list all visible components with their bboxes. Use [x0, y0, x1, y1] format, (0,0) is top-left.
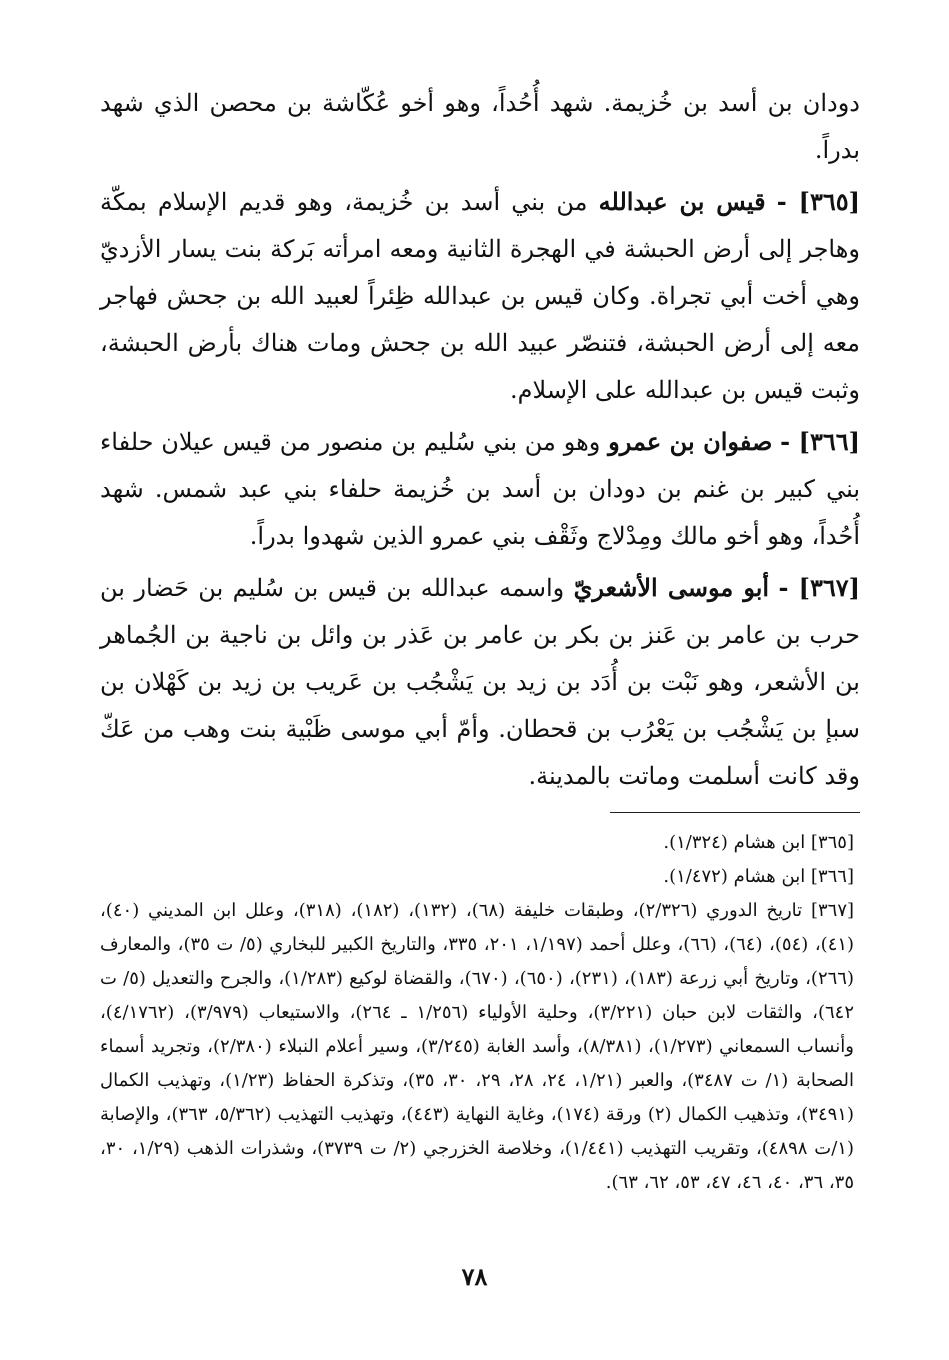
continuation-text: دودان بن أسد بن خُزيمة. شهد أُحُداً، وهو أخو عُكّاشة بن محصن الذي شهد بدراً. [100, 89, 860, 164]
entry-367 [100, 564, 860, 800]
entry-366 [100, 418, 860, 560]
page-number: ٧٨ [461, 1262, 488, 1291]
footnote-367: [٣٦٧] تاريخ الدوري (٢/٣٢٦)، وطبقات خليفة (٦٨)، (١٣٢)، (١٨٢)، (٣١٨)، وعلل ابن المديني (٤٠)، (٤١)، (٥٤)، (٦٤)، (٦٦)، وعلل أحمد (١/١٩٧، ٢٠١، ٣٣٥، والتاريخ الكبير للبخاري (٥/ ت ٣٥)، والمعارف (٢٦٦)، وتاريخ أبي زرعة (١٨٣)، (٢٣١)، (٦٥٠)، (٦٧٠)، والقضاة لوكيع (١/٢٨٣)، والجرح والتعديل (٥/ ت ٦٤٢)، والثقات لابن حبان (٣/٢٢١)، وحلية الأولياء (١/٢٥٦ ـ ٢٦٤)، والاستيعاب (٣/٩٧٩)، (٤/١٧٦٢)، وأنساب السمعاني (١/٢٧٣)، (٨/٣٨١)، وأسد الغابة (٣/٢٤٥)، وسير أعلام النبلاء (٢/٣٨٠)، وتجريد أسماء الصحابة (١/ ت ٣٤٨٧)، والعبر (١/٢١، ٢٤، ٢٨، ٢٩، ٣٠، ٣٥)، وتذكرة الحفاظ (١/٢٣)، وتهذيب الكمال (٣٤٩١)، وتذهيب الكمال (٢) ورقة (١٧٤)، وغاية النهاية (٤٤٣)، وتهذيب التهذيب (٥/٣٦٢، ٣٦٣)، والإصابة (١/ت ٤٨٩٨)، وتقريب التهذيب (١/٤٤١)، وخلاصة الخزرجي (٢/ ت ٣٧٣٩)، وشذرات الذهب (١/٢٩، ٣٠، ٣٥، ٣٦، ٤٠، ٤٦، ٤٧، ٥٣، ٦٢، ٦٣). [100, 900, 855, 1193]
entry-text: من بني أسد بن خُزيمة، وهو قديم الإسلام بمكّة وهاجر إلى أرض الحبشة في الهجرة الثانية ومعه امرأته بَركة بنت يسار الأزديّ وهي أخت أبي تجراة. وكان قيس بن عبدالله ظِئراً لعبيد الله بن جحش فهاجر معه إلى أرض الحبشة، فتنصّر عبيد الله بن جحش ومات هناك بأرض الحبشة، وثبت قيس بن عبدالله على الإسلام. [100, 188, 860, 404]
entry-number: [٣٦٦] - [780, 427, 861, 456]
entry-name: قيس بن عبدالله [598, 187, 766, 216]
footnote-divider [610, 812, 860, 813]
entry-number: [٣٦٥] - [776, 187, 860, 216]
footnote-365: [٣٦٥] ابن هشام (١/٣٢٤). [663, 832, 854, 853]
main-text [100, 80, 860, 800]
entry-name: صفوان بن عمرو [608, 427, 773, 456]
entry-text: واسمه عبدالله بن قيس بن سُليم بن حَضار بن حرب بن عامر بن عَنز بن بكر بن عامر بن عَذر بن وائل بن ناجية بن الجُماهر بن الأشعر، وهو نَبْت بن أُدَد بن زيد بن يَشْجُب بن عَريب بن زيد بن كَهْلان بن سبإ بن يَشْجُب بن يَعْرُب بن قحطان. وأمّ أبي موسى ظَبْية بنت وهب من عَكّ وقد كانت أسلمت وماتت بالمدينة. [100, 574, 860, 790]
entry-number: [٣٦٧] - [778, 573, 860, 602]
entry-365 [100, 178, 860, 414]
footnote-366: [٣٦٦] ابن هشام (١/٤٧٢). [663, 866, 854, 887]
paragraph-continuation [100, 80, 860, 174]
entry-text: وهو من بني سُليم بن منصور من قيس عيلان حلفاء بني كبير بن غنم بن دودان بن أسد بن خُزيمة حلفاء بني عبد شمس. شهد أُحُداً، وهو أخو مالك ومِدْلاج وثَقْف بني عمرو الذين شهدوا بدراً. [100, 428, 860, 550]
book-page [100, 80, 861, 1193]
entry-name: أبو موسى الأشعريّ [573, 573, 770, 602]
footnotes [100, 826, 860, 1200]
